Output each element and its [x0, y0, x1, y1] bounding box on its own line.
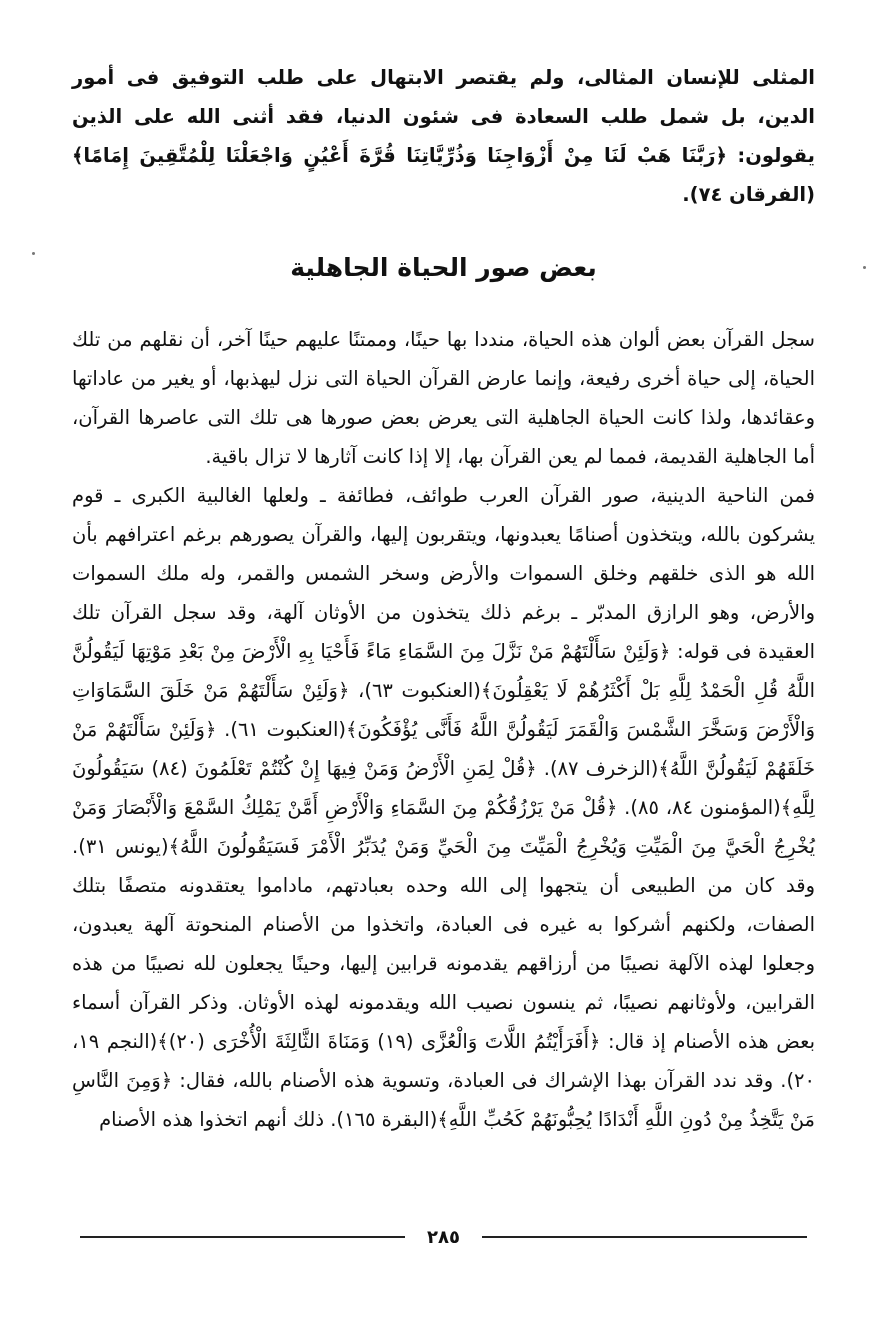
scan-speck [32, 252, 35, 255]
book-page [72, 58, 815, 1139]
paragraph: سجل القرآن بعض ألوان هذه الحياة، منددا بها حينًا، وممتنًا عليهم حينًا آخر، أن نقلهم من تلك الحياة، إلى حياة أخرى رفيعة، وإنما عارض القرآن الحياة التى نزل ليهذبها، أو يغير من عاداتها وعقائدها، ولذا كانت الحياة الجاهلية التى يعرض بعض صورها هى تلك التى عاصرها القرآن، أما الجاهلية القديمة، فمما لم يعن القرآن بها، إلا إذا كانت آثارها لا تزال باقية. [72, 328, 815, 468]
intro-paragraph: المثلى للإنسان المثالى، ولم يقتصر الابتهال على طلب التوفيق فى أمور الدين، بل شمل طلب السعادة فى شئون الدنيا، فقد أثنى الله على الذين يقولون: ﴿رَبَّنَا هَبْ لَنَا مِنْ أَزْوَاجِنَا وَذُرِّيَّاتِنَا قُرَّةَ أَعْيُنٍ وَاجْعَلْنَا لِلْمُتَّقِينَ إِمَامًا﴾ (الفرقان ٧٤). [72, 66, 815, 206]
footer-rule [482, 1236, 807, 1238]
footer-rule [80, 1236, 405, 1238]
page-number: ٢٨٥ [427, 1226, 460, 1248]
page-footer [80, 1222, 807, 1252]
section-title: بعض صور الحياة الجاهلية [290, 253, 597, 282]
paragraph: فمن الناحية الدينية، صور القرآن العرب طوائف، فطائفة ـ ولعلها الغالبية الكبرى ـ قوم يشركون بالله، ويتخذون أصنامًا يعبدونها، ويتقربون إليها، والقرآن يصورهم برغم اعترافهم بأن الله هو الذى خلقهم وخلق السموات والأرض وسخر الشمس والقمر، وله ملك السموات والأرض، وهو الرازق المدبّر ـ برغم ذلك يتخذون من الأوثان آلهة، وقد سجل القرآن تلك العقيدة فى قوله: ﴿وَلَئِنْ سَأَلْتَهُمْ مَنْ نَزَّلَ مِنَ السَّمَاءِ مَاءً فَأَحْيَا بِهِ الْأَرْضَ مِنْ بَعْدِ مَوْتِهَا لَيَقُولُنَّ اللَّهُ قُلِ الْحَمْدُ لِلَّهِ بَلْ أَكْثَرُهُمْ لَا يَعْقِلُونَ﴾(العنكبوت ٦٣)، ﴿وَلَئِنْ سَأَلْتَهُمْ مَنْ خَلَقَ السَّمَاوَاتِ وَالْأَرْضَ وَسَخَّرَ الشَّمْسَ وَالْقَمَرَ لَيَقُولُنَّ اللَّهُ فَأَنَّى يُؤْفَكُونَ﴾(العنكبوت ٦١). ﴿وَلَئِنْ سَأَلْتَهُمْ مَنْ خَلَقَهُمْ لَيَقُولُنَّ اللَّهُ﴾(الزخرف ٨٧). ﴿قُلْ لِمَنِ الْأَرْضُ وَمَنْ فِيهَا إِنْ كُنْتُمْ تَعْلَمُونَ (٨٤) سَيَقُولُونَ لِلَّهِ﴾(المؤمنون ٨٤، ٨٥). ﴿قُلْ مَنْ يَرْزُقُكُمْ مِنَ السَّمَاءِ وَالْأَرْضِ أَمَّنْ يَمْلِكُ السَّمْعَ وَالْأَبْصَارَ وَمَنْ يُخْرِجُ الْحَيَّ مِنَ الْمَيِّتِ وَيُخْرِجُ الْمَيِّتَ مِنَ الْحَيِّ وَمَنْ يُدَبِّرُ الْأَمْرَ فَسَيَقُولُونَ اللَّهُ﴾(يونس ٣١). وقد كان من الطبيعى أن يتجهوا إلى الله وحده بعبادتهم، ماداموا يعتقدونه متصفًا بتلك الصفات، ولكنهم أشركوا به غيره فى العبادة، واتخذوا من الأصنام المنحوتة آلهة يعبدون، وجعلوا لهذه الآلهة نصيبًا من أرزاقهم يقدمونه قرابين إليها، وحينًا يجعلون لله نصيبًا من هذه القرابين، ولأوثانهم نصيبًا، ثم ينسون نصيب الله ويقدمونه لهذه الأوثان. وذكر القرآن أسماء بعض هذه الأصنام إذ قال: ﴿أَفَرَأَيْتُمُ اللَّاتَ وَالْعُزَّى (١٩) وَمَنَاةَ الثَّالِثَةَ الْأُخْرَى (٢٠)﴾(النجم ١٩، ٢٠). وقد ندد القرآن بهذا الإشراك فى العبادة، وتسوية هذه الأصنام بالله، فقال: ﴿وَمِنَ النَّاسِ مَنْ يَتَّخِذُ مِنْ دُونِ اللَّهِ أَنْدَادًا يُحِبُّونَهُمْ كَحُبِّ اللَّهِ﴾(البقرة ١٦٥). ذلك أنهم اتخذوا هذه الأصنام [72, 484, 816, 1131]
scan-speck [863, 266, 866, 269]
section-body [72, 320, 815, 1139]
